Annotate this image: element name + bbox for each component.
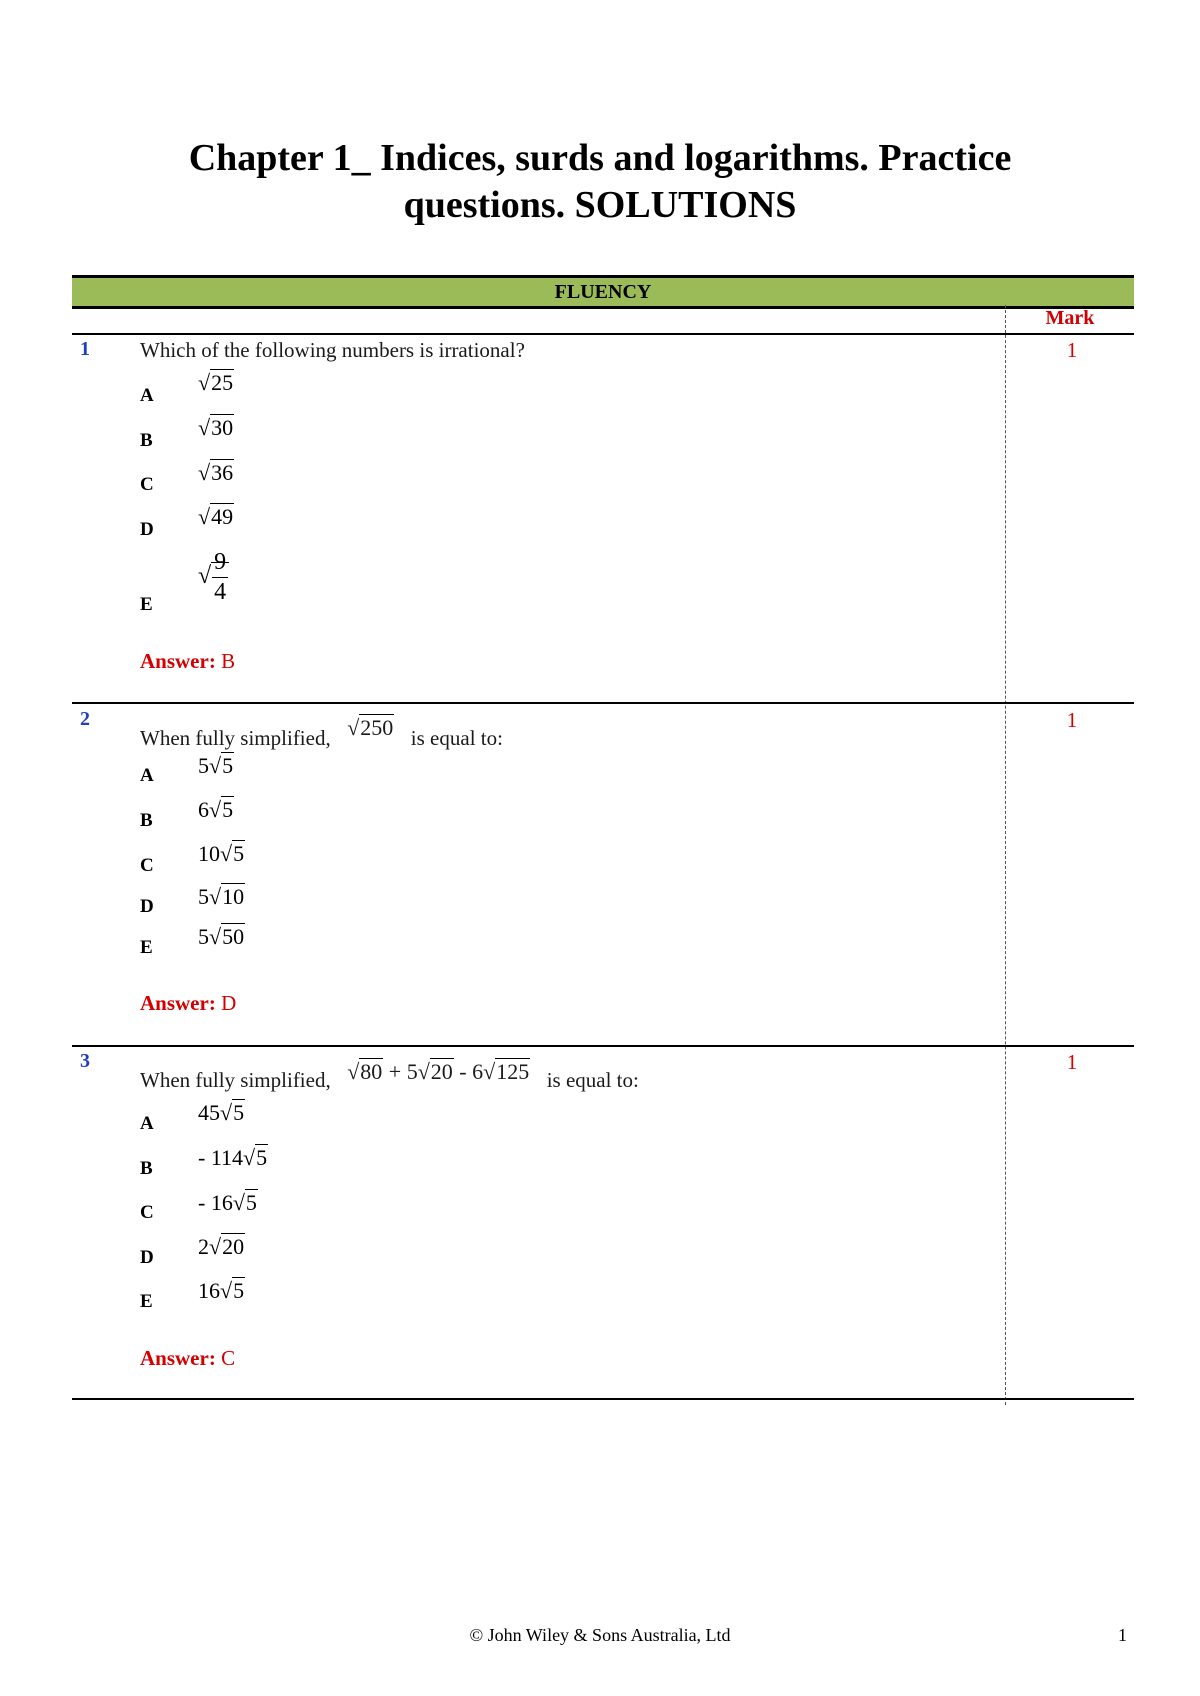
option-math: 2√20: [198, 1234, 245, 1259]
option-math: 5√5: [198, 753, 234, 778]
option-letter: B: [140, 1158, 153, 1179]
mark-column-header: Mark: [1045, 307, 1095, 329]
question-number: 3: [80, 1050, 90, 1072]
divider: [72, 1045, 1134, 1047]
question-number: 2: [80, 708, 90, 730]
question-mark: 1: [1066, 338, 1078, 362]
option-math: √36: [198, 460, 234, 485]
option-letter: A: [140, 1113, 154, 1134]
question-expression: √80 + 5√20 - 6√125: [347, 1059, 530, 1084]
option-math: 5√50: [198, 924, 245, 949]
option-letter: E: [140, 937, 153, 958]
option-math: - 16√5: [198, 1190, 257, 1215]
option-letter: D: [140, 519, 154, 540]
option-math: √49: [198, 504, 234, 529]
option-letter: A: [140, 385, 154, 406]
option-letter: E: [140, 594, 153, 615]
option-math: √ $\frac{9}{4}$: [198, 548, 229, 607]
divider: [72, 702, 1134, 704]
section-header-fluency: FLUENCY: [72, 275, 1134, 309]
option-letter: B: [140, 430, 153, 451]
question-text: Which of the following numbers is irrational?: [140, 338, 525, 362]
option-math: - 114√5: [198, 1145, 268, 1170]
page-number: 1: [1118, 1625, 1127, 1645]
title-line-1: Chapter 1_ Indices, surds and logarithms. Practice: [188, 137, 1012, 179]
answer-line: Answer: D: [140, 991, 237, 1015]
option-math: √25: [198, 370, 234, 395]
option-letter: C: [140, 474, 154, 495]
question-text: When fully simplified, √80 + 5√20 - 6√125 is equal to:: [140, 1059, 639, 1092]
option-letter: A: [140, 765, 154, 786]
title-line-2: questions. SOLUTIONS: [403, 184, 797, 226]
option-math: 5√10: [198, 884, 245, 909]
answer-line: Answer: C: [140, 1346, 236, 1370]
option-letter: C: [140, 1202, 154, 1223]
option-letter: C: [140, 855, 154, 876]
question-mark: 1: [1066, 708, 1078, 732]
option-letter: D: [140, 1247, 154, 1268]
option-math: √30: [198, 415, 234, 440]
option-letter: B: [140, 810, 153, 831]
document-title: [100, 135, 1100, 229]
option-letter: E: [140, 1291, 153, 1312]
divider: [72, 333, 1134, 335]
question-number: 1: [80, 338, 90, 360]
mark-column-separator: [1005, 305, 1006, 1405]
option-math: 6√5: [198, 797, 234, 822]
question-text: When fully simplified, √250 is equal to:: [140, 715, 503, 750]
answer-line: Answer: B: [140, 649, 236, 673]
question-mark: 1: [1066, 1050, 1078, 1074]
option-math: 10√5: [198, 841, 245, 866]
option-math: 45√5: [198, 1100, 245, 1125]
footer-copyright: © John Wiley & Sons Australia, Ltd: [469, 1625, 731, 1645]
divider: [72, 1398, 1134, 1400]
option-letter: D: [140, 896, 154, 917]
option-math: 16√5: [198, 1278, 245, 1303]
